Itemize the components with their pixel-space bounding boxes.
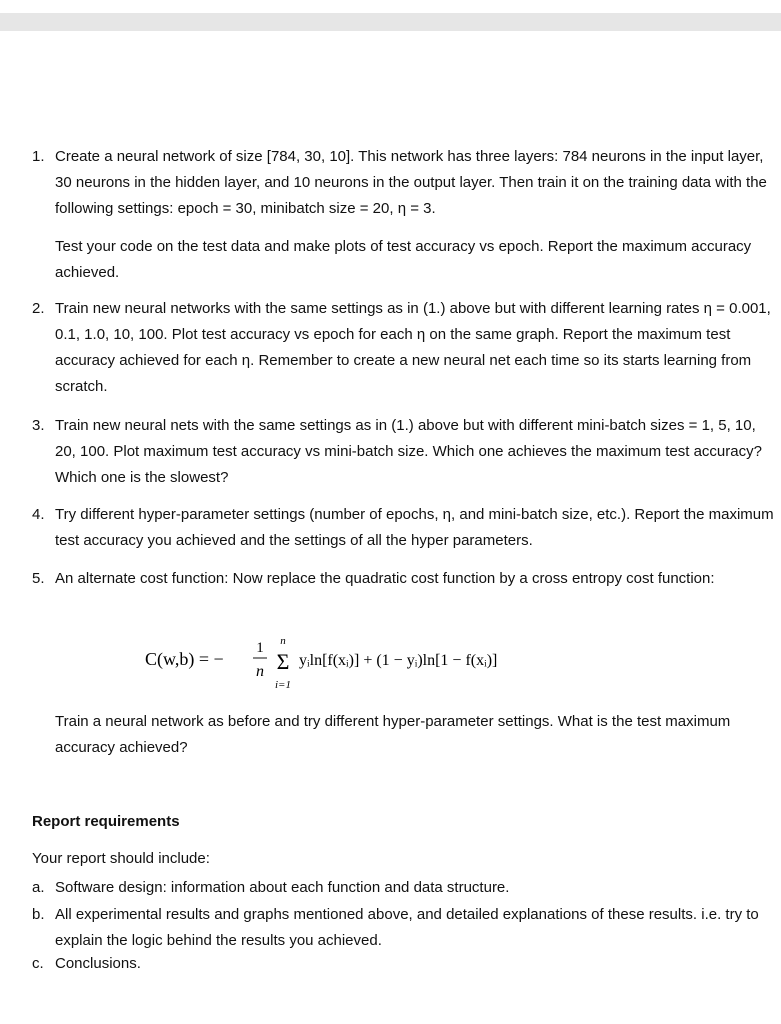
- requirement-text: Conclusions.: [55, 955, 141, 972]
- item-body: [55, 144, 775, 286]
- formula-summand: yᵢln[f(xᵢ)] + (1 − yᵢ)ln[1 − f(xᵢ)]: [299, 652, 498, 669]
- item-number: 2.: [32, 300, 45, 317]
- item-number: 3.: [32, 417, 45, 434]
- item-paragraph: Create a neural network of size [784, 30, 10]. This network has three layers: 784 neurons in the input layer, 30 neurons in the hidden layer, and 10 neurons in the output layer. Then train it on the training data with the following settings: epoch = 30, minibatch size = 20, η = 3.: [55, 148, 767, 217]
- formula-fraction-denominator: n: [256, 663, 264, 680]
- item-paragraph: Test your code on the test data and make plots of test accuracy vs epoch. Report the maximum accuracy achieved.: [55, 238, 752, 281]
- item-body: [55, 709, 775, 761]
- requirement-letter: b.: [32, 906, 45, 923]
- requirement-text: All experimental results and graphs mentioned above, and detailed explanations of these results. i.e. try to explain the logic behind the results you achieved.: [55, 906, 759, 949]
- item-paragraph: Train new neural nets with the same settings as in (1.) above but with different mini-batch sizes = 1, 5, 10, 20, 100. Plot maximum test accuracy vs mini-batch size. Which one achieves the maximum test accuracy? Which one is the slowest?: [55, 417, 762, 486]
- item-body: [55, 296, 775, 400]
- cross-entropy-formula: [145, 632, 645, 692]
- item-paragraph: An alternate cost function: Now replace the quadratic cost function by a cross entropy cost function:: [55, 570, 715, 587]
- item-number: 5.: [32, 570, 45, 587]
- requirement-body: [55, 902, 775, 954]
- requirement-text: Software design: information about each function and data structure.: [55, 879, 510, 896]
- item-body: [55, 502, 775, 554]
- report-intro: Your report should include:: [32, 850, 210, 867]
- item-body: [55, 413, 775, 491]
- requirement-letter: a.: [32, 879, 45, 896]
- item-paragraph: Try different hyper-parameter settings (number of epochs, η, and mini-batch size, etc.). Report the maximum test accuracy you achieved and the settings of all the hyper parameters.: [55, 506, 774, 549]
- item-paragraph: Train a neural network as before and try different hyper-parameter settings. What is the test maximum accuracy achieved?: [55, 713, 731, 756]
- formula-lhs: C(w,b) = −: [145, 649, 224, 669]
- formula-sum-lower: i=1: [275, 679, 291, 691]
- section-heading: Report requirements: [32, 813, 180, 830]
- requirement-body: [55, 951, 775, 977]
- item-paragraph: Train new neural networks with the same settings as in (1.) above but with different learning rates η = 0.001, 0.1, 1.0, 10, 100. Plot test accuracy vs epoch for each η on the same graph. Report the maximum test accuracy achieved for each η. Remember to create a new neural net each time so its starts learning from scratch.: [55, 300, 771, 395]
- item-number: 1.: [32, 148, 45, 165]
- top-banner: [0, 13, 781, 31]
- item-number: 4.: [32, 506, 45, 523]
- formula-sum-symbol: Σ: [276, 649, 290, 674]
- formula-sum-upper: n: [280, 635, 286, 647]
- requirement-letter: c.: [32, 955, 44, 972]
- formula-fraction-numerator: 1: [256, 640, 264, 656]
- requirement-body: [55, 875, 775, 901]
- item-body: [55, 566, 775, 592]
